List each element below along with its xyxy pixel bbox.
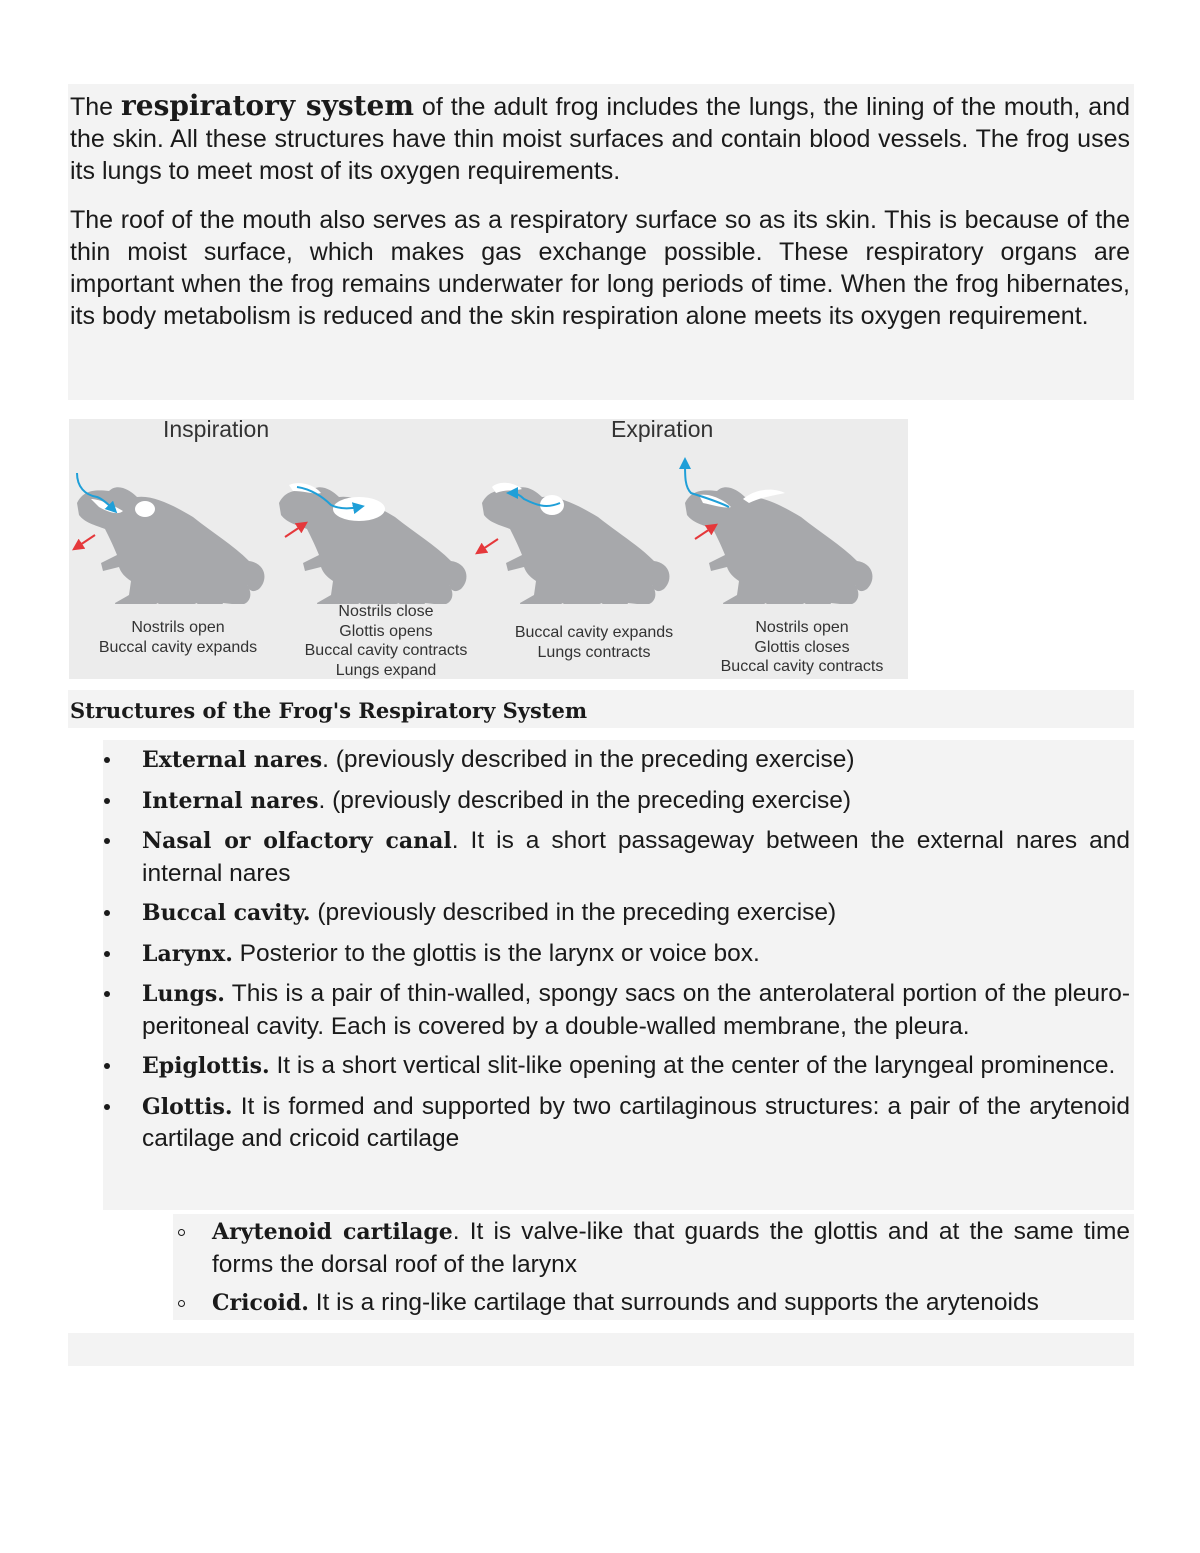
frog-3-label-line: Buccal cavity expands xyxy=(514,624,674,641)
item-term: Buccal cavity. xyxy=(142,900,311,926)
frog-4-label-line: Nostrils open xyxy=(755,619,849,636)
frog-1-label-line: Buccal cavity expands xyxy=(98,638,258,656)
bullet-icon xyxy=(104,951,110,957)
frog-4-diagram xyxy=(685,463,872,604)
frog-2-label-line: Lungs expand xyxy=(335,661,437,679)
item-term: Arytenoid cartilage xyxy=(212,1219,453,1245)
bullet-icon xyxy=(104,1104,110,1110)
frog-4-label-line: Glottis closes xyxy=(754,638,850,656)
item-text: . (previously described in the preceding exercise) xyxy=(318,786,851,814)
list-item xyxy=(70,897,1130,930)
list-item xyxy=(70,1050,1130,1083)
frog-4-label xyxy=(707,618,897,677)
frog-2-label-line: Buccal cavity contracts xyxy=(304,642,468,659)
frog-3-label-line: Lungs contracts xyxy=(537,643,651,661)
item-term: Larynx. xyxy=(142,940,233,967)
frog-1-label xyxy=(83,618,273,657)
item-text: . It is valve-like that guards the glottis and at the same time forms the dorsal roof of the larynx xyxy=(212,1218,1130,1278)
item-term: Cricoid. xyxy=(212,1290,309,1316)
list-item xyxy=(70,938,1130,971)
intro-paragraph-1 xyxy=(70,90,1130,187)
item-text: . It is a short passageway between the external nares and internal nares xyxy=(142,827,1130,887)
bullet-icon xyxy=(104,757,110,763)
item-term: Glottis. xyxy=(142,1093,233,1120)
intro-lead: The xyxy=(70,93,122,121)
inspiration-title: Inspiration xyxy=(163,416,270,442)
item-text: . (previously described in the preceding exercise) xyxy=(322,746,855,773)
circle-bullet-icon xyxy=(178,1229,185,1236)
respiratory-system-term: respiratory system xyxy=(121,89,414,122)
bullet-icon xyxy=(104,1063,110,1069)
section-heading: Structures of the Frog's Respiratory System xyxy=(70,698,588,723)
frog-2-label-line: Nostrils close xyxy=(338,603,434,620)
item-text: It is a short vertical slit-like opening at the center of the laryngeal prominence. xyxy=(269,1052,1116,1079)
bottom-shading xyxy=(68,1333,1134,1366)
list-item xyxy=(70,744,1130,777)
item-text: It is a ring-like cartilage that surrounds and supports the arytenoids xyxy=(308,1289,1039,1316)
item-term: Internal nares xyxy=(142,787,319,814)
item-text: (previously described in the preceding exercise) xyxy=(310,899,837,926)
list-item xyxy=(70,785,1130,818)
item-text: It is formed and supported by two cartilaginous structures: a pair of the arytenoid cartilage and cricoid cartilage xyxy=(142,1092,1130,1152)
item-term: Epiglottis. xyxy=(142,1053,270,1079)
frog-2-diagram xyxy=(279,483,466,604)
frog-4-label-line: Buccal cavity contracts xyxy=(720,658,884,675)
intro-paragraph-2: The roof of the mouth also serves as a respiratory surface so as its skin. This is because of the thin moist surface, which makes gas exchange possible. These respiratory organs are important when the frog remains underwater for long periods of time. When the frog hibernates, its body metabolism is reduced and the skin respiration alone meets its oxygen requirement. xyxy=(70,206,1130,330)
item-term: Nasal or olfactory canal xyxy=(142,828,452,854)
glottis-sublist xyxy=(140,1216,1130,1327)
frog-1-diagram xyxy=(77,473,264,604)
list-item xyxy=(70,825,1130,889)
bullet-icon xyxy=(104,798,110,804)
list-item xyxy=(70,978,1130,1042)
item-term: Lungs. xyxy=(142,981,225,1007)
frog-diagrams xyxy=(69,419,908,604)
respiration-figure xyxy=(69,416,908,679)
list-item xyxy=(70,1091,1130,1155)
frog-2-label xyxy=(291,602,481,680)
bullet-icon xyxy=(104,838,110,844)
frog-1-label-line: Nostrils open xyxy=(131,619,225,636)
frog-3-label xyxy=(499,623,689,662)
structures-list xyxy=(70,744,1130,1163)
item-term: External nares xyxy=(142,747,323,773)
frog-3-diagram xyxy=(480,483,669,604)
frog-2-label-line: Glottis opens xyxy=(339,622,433,640)
intro-paragraph-1-text: of the adult frog includes the lungs, the lining of the mouth, and the skin. All these structures have thin moist surfaces and contain blood vessels. The frog uses its lungs to meet most of its oxygen requirements. xyxy=(70,93,1131,185)
item-text: This is a pair of thin-walled, spongy sacs on the anterolateral portion of the pleuro-peritoneal cavity. Each is covered by a double-walled membrane, the pleura. xyxy=(142,980,1130,1040)
sub-list-item xyxy=(140,1216,1130,1280)
item-text: Posterior to the glottis is the larynx or voice box. xyxy=(232,939,760,967)
bullet-icon xyxy=(104,991,110,997)
bullet-icon xyxy=(104,910,110,916)
expiration-title: Expiration xyxy=(611,416,714,442)
circle-bullet-icon xyxy=(178,1300,185,1307)
sub-list-item xyxy=(140,1287,1130,1320)
